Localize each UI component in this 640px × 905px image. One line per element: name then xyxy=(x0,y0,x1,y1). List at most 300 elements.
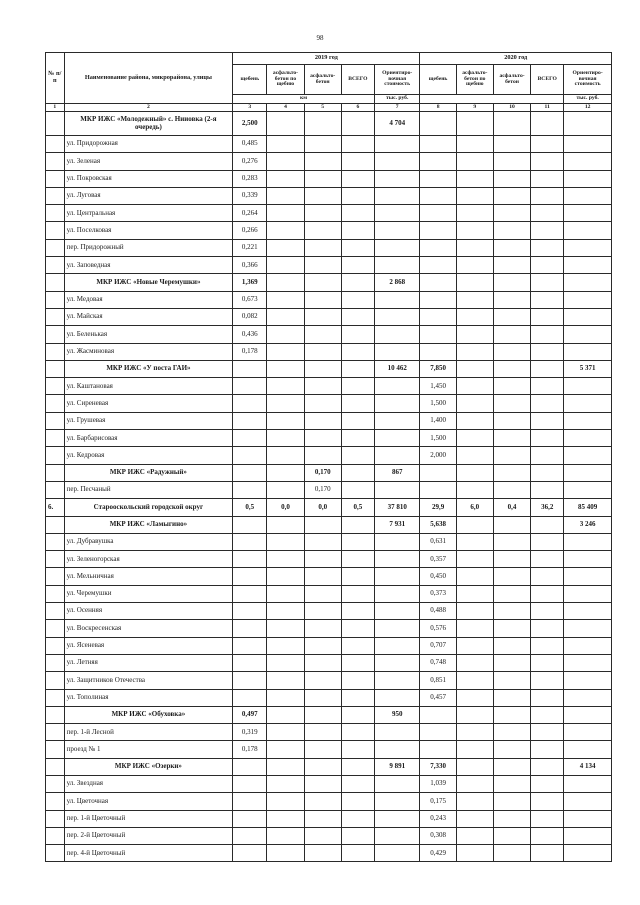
table-row xyxy=(46,568,612,585)
row-number xyxy=(46,308,65,325)
row-value: 2 868 xyxy=(374,274,420,291)
row-value: 1,039 xyxy=(420,775,456,792)
table-row xyxy=(46,724,612,741)
column-number: 4 xyxy=(267,104,304,112)
row-name: ул. Ясеневая xyxy=(64,637,233,654)
row-value xyxy=(456,153,493,170)
row-value xyxy=(420,706,456,723)
row-value xyxy=(374,395,420,412)
row-value xyxy=(304,430,341,447)
row-value xyxy=(304,343,341,360)
row-value xyxy=(493,516,530,533)
row-value xyxy=(374,412,420,429)
row-value: 0,631 xyxy=(420,533,456,550)
row-value: 0,707 xyxy=(420,637,456,654)
row-value xyxy=(341,395,374,412)
row-value xyxy=(267,136,304,153)
row-value: 0,429 xyxy=(420,845,456,862)
row-number xyxy=(46,775,65,792)
row-value xyxy=(267,205,304,222)
row-value xyxy=(267,112,304,136)
table-row xyxy=(46,706,612,723)
row-value xyxy=(493,758,530,775)
row-value xyxy=(341,187,374,204)
row-value xyxy=(493,775,530,792)
row-value xyxy=(493,187,530,204)
row-value xyxy=(267,672,304,689)
header-asphalt-on-gravel-2020: асфальто-бетон по щебню xyxy=(456,65,493,95)
row-value xyxy=(341,308,374,325)
row-value xyxy=(456,343,493,360)
column-number: 8 xyxy=(420,104,456,112)
row-value xyxy=(564,793,612,810)
row-name: ул. Дубравушка xyxy=(64,533,233,550)
row-value xyxy=(564,568,612,585)
row-value xyxy=(341,112,374,136)
row-value: 0,178 xyxy=(233,741,267,758)
row-value: 29,9 xyxy=(420,499,456,516)
row-value xyxy=(493,170,530,187)
row-value xyxy=(341,551,374,568)
column-number: 1 xyxy=(46,104,65,112)
row-value xyxy=(531,533,564,550)
row-value xyxy=(304,827,341,844)
row-value xyxy=(267,758,304,775)
row-value xyxy=(420,205,456,222)
row-name: пер. 2-й Цветочный xyxy=(64,827,233,844)
row-value: 6,0 xyxy=(456,499,493,516)
header-year-2020: 2020 год xyxy=(420,53,612,65)
column-number: 7 xyxy=(374,104,420,112)
row-value xyxy=(456,845,493,862)
row-value xyxy=(374,153,420,170)
row-name: пер. 1-й Лесной xyxy=(64,724,233,741)
row-value xyxy=(420,136,456,153)
row-value xyxy=(267,568,304,585)
row-value xyxy=(456,464,493,481)
row-value xyxy=(304,112,341,136)
row-number xyxy=(46,430,65,447)
row-value xyxy=(456,412,493,429)
table-row xyxy=(46,637,612,654)
row-name: МКР ИЖС «Радужный» xyxy=(64,464,233,481)
row-value xyxy=(420,112,456,136)
row-value: 85 409 xyxy=(564,499,612,516)
row-value xyxy=(267,654,304,671)
row-number xyxy=(46,360,65,377)
row-value: 867 xyxy=(374,464,420,481)
table-row xyxy=(46,395,612,412)
row-value xyxy=(564,378,612,395)
row-value xyxy=(493,585,530,602)
row-value xyxy=(341,257,374,274)
row-number xyxy=(46,464,65,481)
row-value xyxy=(493,360,530,377)
row-value: 0,5 xyxy=(233,499,267,516)
header-unit-km-2020 xyxy=(420,95,564,104)
row-value xyxy=(341,274,374,291)
row-value xyxy=(374,724,420,741)
row-value xyxy=(304,153,341,170)
row-number xyxy=(46,153,65,170)
row-value xyxy=(267,603,304,620)
row-value: 0,339 xyxy=(233,187,267,204)
row-value xyxy=(564,205,612,222)
row-name: ул. Каштановая xyxy=(64,378,233,395)
row-value xyxy=(531,205,564,222)
row-name: ул. Мельничная xyxy=(64,568,233,585)
row-value xyxy=(531,412,564,429)
row-value xyxy=(341,741,374,758)
row-value: 0,488 xyxy=(420,603,456,620)
row-value xyxy=(233,585,267,602)
row-value xyxy=(267,412,304,429)
row-value xyxy=(420,170,456,187)
row-value xyxy=(341,810,374,827)
row-number xyxy=(46,706,65,723)
row-value xyxy=(564,412,612,429)
row-value: 9 891 xyxy=(374,758,420,775)
row-value xyxy=(493,239,530,256)
row-value: 0,264 xyxy=(233,205,267,222)
row-value xyxy=(233,845,267,862)
row-value xyxy=(304,257,341,274)
row-value xyxy=(341,672,374,689)
row-name: ул. Воскресенская xyxy=(64,620,233,637)
row-value: 0,457 xyxy=(420,689,456,706)
column-number: 11 xyxy=(531,104,564,112)
header-unit-money-2020: тыс. руб. xyxy=(564,95,612,104)
row-value xyxy=(564,551,612,568)
row-name: ул. Защитников Отечества xyxy=(64,672,233,689)
row-value xyxy=(564,481,612,498)
row-value xyxy=(493,741,530,758)
row-value xyxy=(564,239,612,256)
row-value xyxy=(304,672,341,689)
row-value xyxy=(456,585,493,602)
row-value xyxy=(267,222,304,239)
row-value xyxy=(341,724,374,741)
row-number xyxy=(46,112,65,136)
row-value xyxy=(531,758,564,775)
row-value: 0,243 xyxy=(420,810,456,827)
row-value xyxy=(493,343,530,360)
row-value: 0,4 xyxy=(493,499,530,516)
row-value xyxy=(233,793,267,810)
row-value xyxy=(304,845,341,862)
row-number xyxy=(46,637,65,654)
row-number xyxy=(46,343,65,360)
table-row xyxy=(46,464,612,481)
row-value xyxy=(456,112,493,136)
row-value xyxy=(304,585,341,602)
row-value xyxy=(493,706,530,723)
row-value xyxy=(420,153,456,170)
row-value xyxy=(267,637,304,654)
row-value xyxy=(374,187,420,204)
row-number xyxy=(46,724,65,741)
row-name: ул. Барбарисовая xyxy=(64,430,233,447)
row-value xyxy=(531,464,564,481)
row-value xyxy=(267,430,304,447)
row-value xyxy=(304,689,341,706)
row-value xyxy=(233,551,267,568)
row-name: ул. Луговая xyxy=(64,187,233,204)
row-value xyxy=(341,170,374,187)
row-value xyxy=(493,222,530,239)
row-value xyxy=(233,689,267,706)
row-value xyxy=(564,222,612,239)
row-number xyxy=(46,222,65,239)
row-value xyxy=(374,689,420,706)
row-name: Старооскольский городской округ xyxy=(64,499,233,516)
table-row xyxy=(46,222,612,239)
row-name: МКР ИЖС «Молодежный» с. Нииовка (2-я очередь) xyxy=(64,112,233,136)
row-value: 5,638 xyxy=(420,516,456,533)
row-value xyxy=(493,689,530,706)
table-row xyxy=(46,775,612,792)
row-value xyxy=(493,672,530,689)
row-value xyxy=(267,775,304,792)
table-row xyxy=(46,620,612,637)
row-value xyxy=(564,395,612,412)
row-value xyxy=(531,551,564,568)
row-value xyxy=(233,827,267,844)
row-value xyxy=(267,845,304,862)
row-value xyxy=(531,257,564,274)
row-value xyxy=(456,291,493,308)
row-name: пер. Придорожный xyxy=(64,239,233,256)
row-value xyxy=(456,568,493,585)
row-value: 5 371 xyxy=(564,360,612,377)
row-value xyxy=(493,724,530,741)
row-name: ул. Звездная xyxy=(64,775,233,792)
row-number xyxy=(46,793,65,810)
row-value xyxy=(304,412,341,429)
table-row xyxy=(46,360,612,377)
row-value xyxy=(531,568,564,585)
row-value xyxy=(233,378,267,395)
row-value xyxy=(456,827,493,844)
row-number xyxy=(46,758,65,775)
row-value xyxy=(304,360,341,377)
row-value xyxy=(267,551,304,568)
row-value xyxy=(304,793,341,810)
row-name: ул. Беленькая xyxy=(64,326,233,343)
row-value xyxy=(304,568,341,585)
row-value xyxy=(420,187,456,204)
row-value xyxy=(456,689,493,706)
row-value xyxy=(341,654,374,671)
row-value xyxy=(267,257,304,274)
row-value: 0,576 xyxy=(420,620,456,637)
row-value xyxy=(267,274,304,291)
row-value xyxy=(531,112,564,136)
row-value: 0,0 xyxy=(267,499,304,516)
row-number: 6. xyxy=(46,499,65,516)
row-value xyxy=(531,481,564,498)
row-value: 0,308 xyxy=(420,827,456,844)
row-value xyxy=(304,308,341,325)
header-gravel-2020: щебень xyxy=(420,65,456,95)
row-value: 7,850 xyxy=(420,360,456,377)
table-row xyxy=(46,533,612,550)
row-value xyxy=(564,291,612,308)
row-value xyxy=(531,585,564,602)
row-value xyxy=(233,412,267,429)
row-value xyxy=(304,533,341,550)
row-value xyxy=(531,326,564,343)
row-value xyxy=(493,654,530,671)
header-unit-km-2019: км xyxy=(233,95,375,104)
row-value xyxy=(304,810,341,827)
table-row xyxy=(46,343,612,360)
row-value xyxy=(564,257,612,274)
header-cost-2019: Ориентиро-вочная стоимость xyxy=(374,65,420,95)
row-value xyxy=(564,112,612,136)
table-row xyxy=(46,741,612,758)
row-value xyxy=(531,447,564,464)
row-value xyxy=(304,516,341,533)
row-value xyxy=(456,810,493,827)
row-value xyxy=(564,343,612,360)
row-name: ул. Сиреневая xyxy=(64,395,233,412)
row-value xyxy=(304,724,341,741)
row-value xyxy=(374,239,420,256)
row-name: ул. Зеленогорская xyxy=(64,551,233,568)
row-value xyxy=(267,827,304,844)
row-value xyxy=(304,706,341,723)
row-value xyxy=(374,637,420,654)
table-row xyxy=(46,827,612,844)
row-value xyxy=(456,360,493,377)
row-value xyxy=(493,827,530,844)
row-value xyxy=(564,170,612,187)
column-number: 3 xyxy=(233,104,267,112)
row-value xyxy=(531,136,564,153)
row-value xyxy=(493,447,530,464)
row-value xyxy=(267,395,304,412)
row-value xyxy=(493,464,530,481)
row-value xyxy=(420,724,456,741)
row-value xyxy=(267,724,304,741)
header-gravel-2019: щебень xyxy=(233,65,267,95)
row-value: 0,497 xyxy=(233,706,267,723)
row-name: ул. Черемушки xyxy=(64,585,233,602)
row-number xyxy=(46,620,65,637)
row-value xyxy=(233,516,267,533)
row-value xyxy=(531,775,564,792)
table-row xyxy=(46,430,612,447)
row-value: 10 462 xyxy=(374,360,420,377)
row-value xyxy=(341,706,374,723)
row-number xyxy=(46,689,65,706)
row-name: ул. Тополиная xyxy=(64,689,233,706)
row-value xyxy=(456,481,493,498)
row-value xyxy=(456,205,493,222)
row-value xyxy=(456,775,493,792)
row-value xyxy=(304,378,341,395)
row-value xyxy=(456,516,493,533)
row-number xyxy=(46,412,65,429)
table-row xyxy=(46,585,612,602)
row-name: пер. 4-й Цветочный xyxy=(64,845,233,862)
row-value xyxy=(304,136,341,153)
row-name: ул. Заповедная xyxy=(64,257,233,274)
row-value xyxy=(564,845,612,862)
row-value: 0,0 xyxy=(304,499,341,516)
row-value xyxy=(493,637,530,654)
row-value xyxy=(493,153,530,170)
row-value xyxy=(341,533,374,550)
row-number xyxy=(46,741,65,758)
row-value xyxy=(531,603,564,620)
row-value xyxy=(267,689,304,706)
row-value xyxy=(233,654,267,671)
row-value xyxy=(493,291,530,308)
row-name: проезд № 1 xyxy=(64,741,233,758)
row-value xyxy=(564,706,612,723)
table-row xyxy=(46,603,612,620)
row-value: 2,000 xyxy=(420,447,456,464)
row-value xyxy=(267,810,304,827)
row-number xyxy=(46,827,65,844)
row-value xyxy=(304,741,341,758)
row-value xyxy=(493,257,530,274)
row-value xyxy=(267,706,304,723)
row-value xyxy=(493,620,530,637)
table-row xyxy=(46,291,612,308)
row-value xyxy=(374,741,420,758)
row-value xyxy=(233,603,267,620)
row-value xyxy=(493,603,530,620)
row-value xyxy=(341,136,374,153)
row-number xyxy=(46,603,65,620)
row-value xyxy=(531,845,564,862)
row-value xyxy=(304,775,341,792)
header-total-2020: ВСЕГО xyxy=(531,65,564,95)
row-value: 0,178 xyxy=(233,343,267,360)
row-value xyxy=(564,274,612,291)
row-value: 1,450 xyxy=(420,378,456,395)
table-row xyxy=(46,672,612,689)
row-value xyxy=(420,741,456,758)
row-value xyxy=(420,326,456,343)
table-row xyxy=(46,274,612,291)
table-row xyxy=(46,378,612,395)
row-value: 0,5 xyxy=(341,499,374,516)
row-name: пер. 1-й Цветочный xyxy=(64,810,233,827)
row-value xyxy=(456,706,493,723)
row-value xyxy=(304,603,341,620)
row-value xyxy=(341,239,374,256)
row-value xyxy=(531,343,564,360)
row-value xyxy=(374,481,420,498)
row-name: ул. Цветочная xyxy=(64,793,233,810)
row-value xyxy=(374,170,420,187)
row-value xyxy=(493,308,530,325)
row-value xyxy=(531,620,564,637)
row-value xyxy=(493,551,530,568)
row-value: 1,369 xyxy=(233,274,267,291)
row-value: 1,500 xyxy=(420,430,456,447)
row-value xyxy=(233,481,267,498)
column-number: 9 xyxy=(456,104,493,112)
row-value xyxy=(233,360,267,377)
row-number xyxy=(46,551,65,568)
row-value xyxy=(341,775,374,792)
row-name: пер. Песчаный xyxy=(64,481,233,498)
